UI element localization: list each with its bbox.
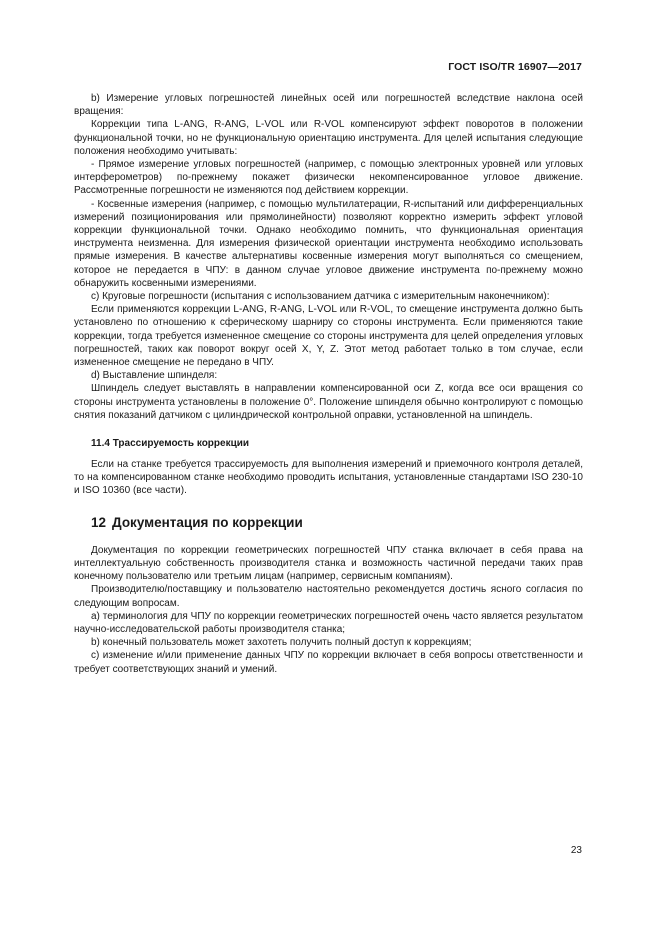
paragraph: Коррекции типа L-ANG, R-ANG, L-VOL или R-VOL компенсируют эффект поворотов в положении функциональной точки, но не функциональную ориентацию инструмента. Для целей испытания следующие положения необходимо учитывать: — [74, 119, 583, 157]
paragraph: Производителю/поставщику и пользователю настоятельно рекомендуется достичь ясного согласия по следующим вопросам. — [74, 584, 583, 609]
paragraph: b) Измерение угловых погрешностей линейных осей или погрешностей вследствие наклона осей вращения: — [74, 93, 583, 118]
paragraph: Документация по коррекции геометрических погрешностей ЧПУ станка включает в себя права на интеллектуальную собственность производителя станка и возможность частичной передачи таких прав конечному пользователю или третьим лицам (например, сервисным компаниям). — [74, 544, 583, 583]
paragraph: c) изменение и/или применение данных ЧПУ по коррекции включает в себя вопросы ответственности и требует соответствующих знаний и умений. — [74, 650, 583, 675]
page-content — [74, 92, 583, 676]
paragraph: Шпиндель следует выставлять в направлении компенсированной оси Z, когда все оси вращения со стороны инструмента установлены в положение 0°. Положение шпинделя обычно контролируют с помощью снятия показаний датчиком с цилиндрической контрольной оправки, установленной на шпиндель. — [74, 383, 583, 421]
paragraph: c) Круговые погрешности (испытания с использованием датчика с измерительным наконечником): — [91, 291, 550, 303]
paragraph: - Прямое измерение угловых погрешностей (например, с помощью электронных уровней или угловых интерферометров) по-прежнему покажет физически некомпенсированное угловое движение. Рассмотренные погрешности не изменяются под действием коррекции. — [74, 159, 583, 197]
document-header: ГОСТ ISO/TR 16907—2017 — [448, 61, 582, 73]
paragraph: a) терминология для ЧПУ по коррекции геометрических погрешностей очень часто является результатом научно-исследовательской работы производителя станка; — [74, 610, 583, 635]
paragraph: Если применяются коррекции L-ANG, R-ANG, L-VOL или R-VOL, то смещение инструмента должно быть установлено по отношению к сферическому шарниру со стороны инструмента. Если применяются такие коррекции, тогда требуется измененное смещение со стороны инструмента для целей определения угловых погрешностей, таких как поворот вокруг осей X, Y, Z. Этот метод работает только в том случае, если измененное смещение не передано в ЧПУ. — [74, 304, 583, 369]
paragraph: - Косвенные измерения (например, с помощью мультилатерации, R-испытаний или дифференциальных измерений позиционирования или прямолинейности) позволяют корректно измерить эффект угловой коррекции функциональной точки. Однако необходимо помнить, что функциональная ориентация инструмента неизменна. Для измерения физической ориентации инструмента необходимо использовать прямые измерения. В качестве альтернативы косвенные измерения могут выполняться со смещением, которое не передается в ЧПУ: в данном случае угловое движение инструмента по-прежнему можно обнаружить косвенными измерениями. — [74, 198, 583, 289]
subsection-heading-11-4: 11.4 Трассируемость коррекции — [91, 438, 250, 450]
paragraph: d) Выставление шпинделя: — [91, 370, 218, 382]
page-number: 23 — [570, 845, 582, 856]
paragraph: Если на станке требуется трассируемость для выполнения измерений и приемочного контроля деталей, то на компенсированном станке необходимо проводить испытания, установленные стандартами ISO 230-10 и ISO 10360 (все части). — [74, 459, 583, 497]
section-number: 12 — [91, 514, 107, 530]
paragraph: b) конечный пользователь может захотеть получить полный доступ к коррекциям; — [91, 637, 472, 649]
section-title: Документация по коррекции — [112, 514, 303, 530]
section-heading-12 — [74, 515, 583, 531]
